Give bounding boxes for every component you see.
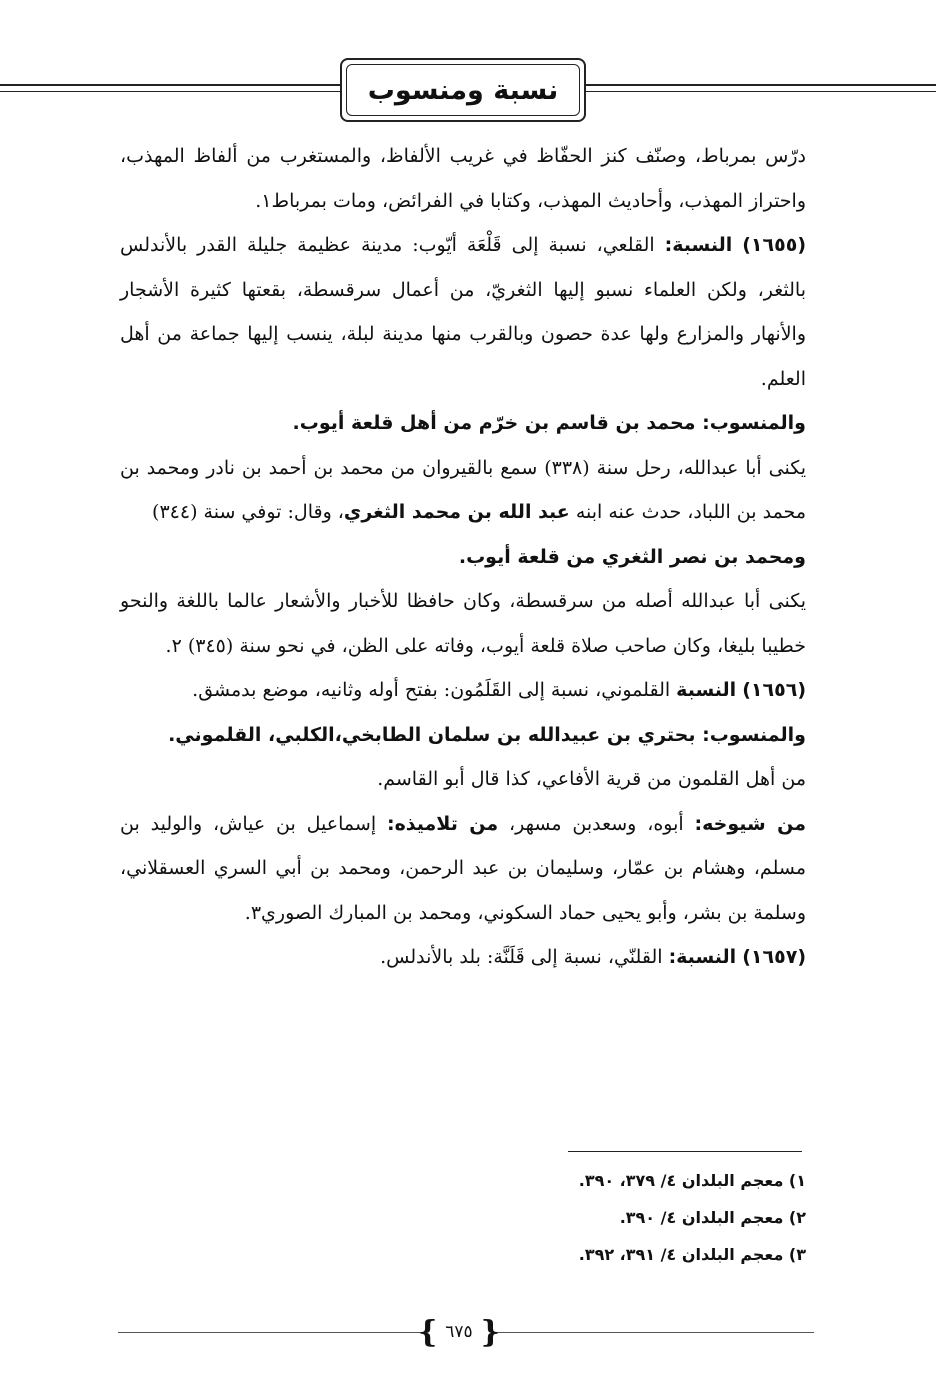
mansub-heading-1: والمنسوب: محمد بن قاسم بن خرّم من أهل قلعة أيوب.: [292, 412, 806, 434]
paragraph-4: [120, 446, 806, 535]
students-label: من تلاميذه:: [386, 812, 499, 835]
header-rule-left: [0, 84, 340, 86]
paragraph-4-text-1: يكنى أبا عبدالله، رحل سنة (٣٣٨) سمع بالقيروان من محمد بن أحمد بن نادر ومحمد بن محمد بن اللباد، حدث عنه ابنه: [120, 456, 806, 523]
footnote-3: ٣) معجم البلدان ٤/ ٣٩١، ٣٩٢.: [578, 1245, 806, 1264]
header-title-inner-frame: [346, 64, 580, 116]
entry-1656: [120, 668, 806, 713]
teachers-text: أبوه، وسعدبن مسهر،: [498, 812, 695, 835]
paragraph-10: [120, 802, 806, 936]
header-rule-right-thin: [582, 91, 936, 92]
header-rule-right: [582, 84, 936, 86]
main-text: [120, 134, 806, 980]
entry-number: (١٦٥٥): [742, 234, 806, 256]
footnote-separator: [568, 1151, 802, 1152]
header-rule-left-thin: [0, 91, 340, 92]
entry-label: النسبة:: [668, 946, 737, 968]
entry-1657: [120, 935, 806, 980]
entry-label: النسبة: [676, 679, 737, 701]
entry-1655: [120, 223, 806, 401]
header-title-frame: [340, 58, 586, 122]
paragraph-4-text-2: ، وقال: توفي سنة (٣٤٤): [152, 501, 344, 523]
entry-label: النسبة:: [664, 234, 733, 256]
paragraph-6: يكنى أبا عبدالله أصله من سرقسطة، وكان حافظا للأخبار والأشعار عالما باللغة والنحو خطيبا بليغا، وكان صاحب صلاة قلعة أيوب، وفاته على الظن، في نحو سنة (٣٤٥) ٢.: [120, 590, 806, 657]
page-number-text: { ٦٧٥: [445, 1322, 473, 1342]
footnote-1: ١) معجم البلدان ٤/ ٣٧٩، ٣٩٠.: [578, 1171, 806, 1190]
page-number: [422, 1314, 496, 1350]
footnote-2: ٢) معجم البلدان ٤/ ٣٩٠.: [619, 1208, 806, 1227]
page-title: نسبة ومنسوب: [367, 74, 559, 106]
mansub-heading-3: والمنسوب: بحتري بن عبيدالله بن سلمان الطابخي،الكلبي، القلموني.: [168, 723, 806, 746]
entry-number: (١٦٥٦): [742, 679, 806, 701]
mansub-heading-2: ومحمد بن نصر الثغري من قلعة أيوب.: [458, 545, 806, 568]
entry-text: القلعي، نسبة إلى قَلْعَة أيّوب: مدينة عظيمة جليلة القدر بالأندلس بالثغر، ولكن العلماء نسبو إليها الثغريّ، من أعمال سرقسطة، بقعتها كثيرة الأشجار والأنهار والمزارع ولها عدة حصون وبالقرب منها مدينة لبلة، ينسب إليها جماعة من أهل العلم.: [120, 234, 806, 390]
footer-rule-left: [118, 1332, 422, 1333]
paragraph-1: درّس بمرباط، وصنّف كنز الحفّاظ في غريب الألفاظ، والمستغرب من ألفاظ المهذب، واحتراز المهذب، وأحاديث المهذب، وكتابا في الفرائض، ومات بمرباط١.: [120, 145, 806, 212]
paragraph-9: من أهل القلمون من قرية الأفاعي، كذا قال أبو القاسم.: [377, 768, 806, 790]
footer-rule-right: [496, 1332, 814, 1333]
footnotes: [420, 1162, 806, 1273]
entry-text: القلنّي، نسبة إلى قَلَنَّة: بلد بالأندلس.: [380, 946, 669, 968]
paragraph-4-bold: عبد الله بن محمد الثغري: [343, 501, 570, 523]
entry-number: (١٦٥٧): [742, 946, 806, 968]
teachers-label: من شيوخه:: [694, 812, 806, 835]
entry-text: القلموني، نسبة إلى القَلَمُون: بفتح أوله وثانيه، موضع بدمشق.: [192, 679, 677, 701]
students-text: إسماعيل بن عياش، والوليد بن مسلم، وهشام بن عمّار، وسليمان بن عبد الرحمن، ومحمد بن أبي السري العسقلاني، وسلمة بن بشر، وأبو يحيى حماد السكوني، ومحمد بن المبارك الصوري٣.: [120, 812, 806, 924]
